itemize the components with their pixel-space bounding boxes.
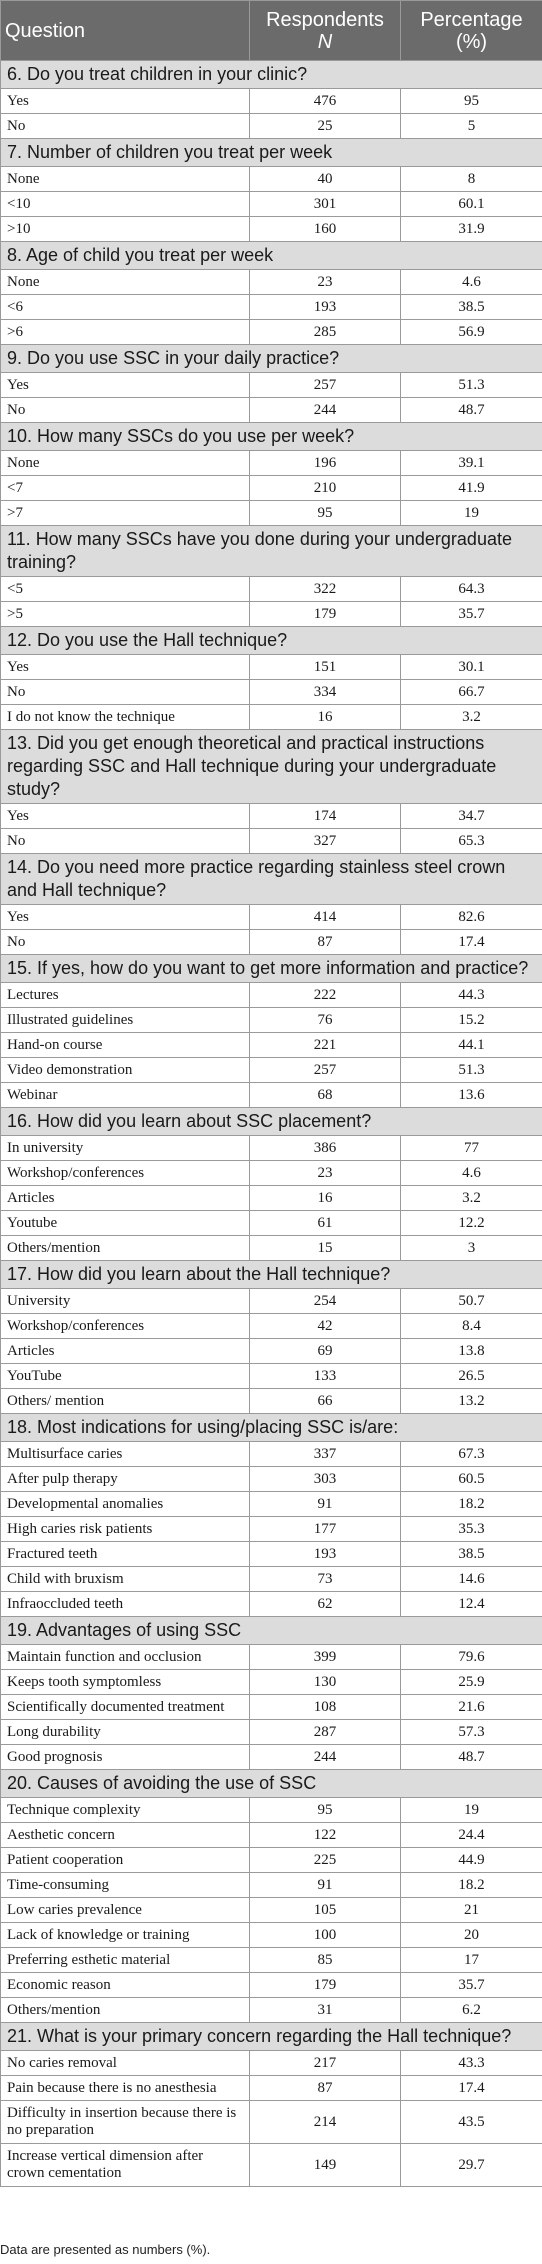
table-row (1, 217, 542, 242)
answer-option-cell: No (1, 829, 250, 854)
percentage-cell: 44.1 (401, 1033, 542, 1058)
respondents-count-cell: 40 (250, 167, 401, 192)
table-row (1, 602, 542, 627)
table-row (1, 1670, 542, 1695)
table-row (1, 167, 542, 192)
respondents-count-cell: 16 (250, 1186, 401, 1211)
percentage-cell: 29.7 (401, 2144, 542, 2187)
answer-option-cell: Multisurface caries (1, 1442, 250, 1467)
percentage-cell: 57.3 (401, 1720, 542, 1745)
percentage-cell: 21.6 (401, 1695, 542, 1720)
answer-option-cell: Lack of knowledge or training (1, 1923, 250, 1948)
percentage-cell: 12.2 (401, 1211, 542, 1236)
section-header-row (1, 61, 542, 89)
section-header-row (1, 423, 542, 451)
table-row (1, 983, 542, 1008)
respondents-count-cell: 15 (250, 1236, 401, 1261)
table-row (1, 1973, 542, 1998)
percentage-cell: 50.7 (401, 1289, 542, 1314)
table-row (1, 1873, 542, 1898)
table-row (1, 1848, 542, 1873)
table-body (1, 61, 542, 2187)
respondents-count-cell: 66 (250, 1389, 401, 1414)
respondents-count-cell: 303 (250, 1467, 401, 1492)
respondents-count-cell: 91 (250, 1492, 401, 1517)
table-row (1, 2144, 542, 2187)
percentage-cell: 64.3 (401, 577, 542, 602)
percentage-cell: 13.6 (401, 1083, 542, 1108)
percentage-cell: 17.4 (401, 2076, 542, 2101)
table-row (1, 1389, 542, 1414)
table-row (1, 1314, 542, 1339)
answer-option-cell: Aesthetic concern (1, 1823, 250, 1848)
answer-option-cell: >5 (1, 602, 250, 627)
answer-option-cell: Keeps tooth symptomless (1, 1670, 250, 1695)
respondents-count-cell: 214 (250, 2101, 401, 2144)
answer-option-cell: Articles (1, 1186, 250, 1211)
table-row (1, 1339, 542, 1364)
answer-option-cell: >10 (1, 217, 250, 242)
answer-option-cell: Developmental anomalies (1, 1492, 250, 1517)
table-row (1, 89, 542, 114)
percentage-cell: 19 (401, 1798, 542, 1823)
table-footnote: Data are presented as numbers (%). (0, 2242, 211, 2257)
respondents-count-cell: 85 (250, 1948, 401, 1973)
answer-option-cell: Workshop/conferences (1, 1314, 250, 1339)
answer-option-cell: Time-consuming (1, 1873, 250, 1898)
section-header-row (1, 854, 542, 905)
respondents-count-cell: 337 (250, 1442, 401, 1467)
table-row (1, 1898, 542, 1923)
percentage-cell: 79.6 (401, 1645, 542, 1670)
percentage-cell: 3 (401, 1236, 542, 1261)
answer-option-cell: High caries risk patients (1, 1517, 250, 1542)
respondents-count-cell: 179 (250, 1973, 401, 1998)
section-header-row (1, 1770, 542, 1798)
section-question-title: 21. What is your primary concern regarding the Hall technique? (1, 2023, 542, 2051)
respondents-count-cell: 244 (250, 398, 401, 423)
section-question-title: 8. Age of child you treat per week (1, 242, 542, 270)
table-header-row (1, 1, 542, 61)
table-row (1, 829, 542, 854)
respondents-count-cell: 16 (250, 705, 401, 730)
respondents-count-cell: 130 (250, 1670, 401, 1695)
percentage-cell: 77 (401, 1136, 542, 1161)
respondents-count-cell: 322 (250, 577, 401, 602)
section-question-title: 6. Do you treat children in your clinic? (1, 61, 542, 89)
answer-option-cell: >6 (1, 320, 250, 345)
respondents-count-cell: 327 (250, 829, 401, 854)
table-row (1, 1211, 542, 1236)
percentage-cell: 35.7 (401, 1973, 542, 1998)
section-question-title: 9. Do you use SSC in your daily practice? (1, 345, 542, 373)
answer-option-cell: Lectures (1, 983, 250, 1008)
respondents-count-cell: 193 (250, 1542, 401, 1567)
section-question-title: 16. How did you learn about SSC placement? (1, 1108, 542, 1136)
respondents-count-cell: 193 (250, 295, 401, 320)
answer-option-cell: Increase vertical dimension after crown cementation (1, 2144, 250, 2187)
answer-option-cell: >7 (1, 501, 250, 526)
answer-option-cell: Others/mention (1, 1998, 250, 2023)
answer-option-cell: No caries removal (1, 2051, 250, 2076)
respondents-count-cell: 301 (250, 192, 401, 217)
section-question-title: 7. Number of children you treat per week (1, 139, 542, 167)
respondents-count-cell: 95 (250, 501, 401, 526)
table-row (1, 680, 542, 705)
table-row (1, 1798, 542, 1823)
answer-option-cell: Workshop/conferences (1, 1161, 250, 1186)
percentage-cell: 38.5 (401, 295, 542, 320)
respondents-count-cell: 287 (250, 1720, 401, 1745)
percentage-cell: 65.3 (401, 829, 542, 854)
table-row (1, 705, 542, 730)
header-question: Question (1, 1, 250, 61)
section-question-title: 11. How many SSCs have you done during your undergraduate training? (1, 526, 542, 577)
answer-option-cell: Others/ mention (1, 1389, 250, 1414)
percentage-cell: 17.4 (401, 930, 542, 955)
respondents-count-cell: 95 (250, 1798, 401, 1823)
percentage-cell: 35.7 (401, 602, 542, 627)
table-row (1, 1442, 542, 1467)
respondents-count-cell: 221 (250, 1033, 401, 1058)
percentage-cell: 6.2 (401, 1998, 542, 2023)
respondents-count-cell: 23 (250, 1161, 401, 1186)
respondents-count-cell: 42 (250, 1314, 401, 1339)
respondents-count-cell: 25 (250, 114, 401, 139)
respondents-count-cell: 73 (250, 1567, 401, 1592)
section-question-title: 10. How many SSCs do you use per week? (1, 423, 542, 451)
table-row (1, 1567, 542, 1592)
percentage-cell: 48.7 (401, 1745, 542, 1770)
table-row (1, 1948, 542, 1973)
answer-option-cell: Yes (1, 804, 250, 829)
section-header-row (1, 2023, 542, 2051)
percentage-cell: 44.3 (401, 983, 542, 1008)
respondents-count-cell: 76 (250, 1008, 401, 1033)
respondents-count-cell: 108 (250, 1695, 401, 1720)
respondents-count-cell: 151 (250, 655, 401, 680)
percentage-cell: 25.9 (401, 1670, 542, 1695)
table-row (1, 1542, 542, 1567)
table-row (1, 905, 542, 930)
answer-option-cell: Good prognosis (1, 1745, 250, 1770)
respondents-count-cell: 225 (250, 1848, 401, 1873)
section-header-row (1, 730, 542, 804)
percentage-cell: 34.7 (401, 804, 542, 829)
answer-option-cell: Yes (1, 89, 250, 114)
percentage-cell: 66.7 (401, 680, 542, 705)
table-row (1, 2051, 542, 2076)
section-header-row (1, 345, 542, 373)
respondents-count-cell: 87 (250, 2076, 401, 2101)
percentage-cell: 51.3 (401, 1058, 542, 1083)
percentage-cell: 24.4 (401, 1823, 542, 1848)
section-header-row (1, 139, 542, 167)
table-row (1, 1517, 542, 1542)
percentage-cell: 43.5 (401, 2101, 542, 2144)
section-header-row (1, 1108, 542, 1136)
respondents-count-cell: 285 (250, 320, 401, 345)
respondents-count-cell: 399 (250, 1645, 401, 1670)
answer-option-cell: None (1, 167, 250, 192)
answer-option-cell: Illustrated guidelines (1, 1008, 250, 1033)
respondents-count-cell: 69 (250, 1339, 401, 1364)
table-row (1, 1492, 542, 1517)
answer-option-cell: Youtube (1, 1211, 250, 1236)
answer-option-cell: Yes (1, 655, 250, 680)
answer-option-cell: Fractured teeth (1, 1542, 250, 1567)
answer-option-cell: Yes (1, 905, 250, 930)
respondents-count-cell: 68 (250, 1083, 401, 1108)
table-row (1, 114, 542, 139)
answer-option-cell: <10 (1, 192, 250, 217)
table-row (1, 1136, 542, 1161)
table-row (1, 1823, 542, 1848)
answer-option-cell: Yes (1, 373, 250, 398)
table-row (1, 577, 542, 602)
respondents-count-cell: 222 (250, 983, 401, 1008)
answer-option-cell: <5 (1, 577, 250, 602)
percentage-cell: 21 (401, 1898, 542, 1923)
answer-option-cell: Scientifically documented treatment (1, 1695, 250, 1720)
percentage-cell: 95 (401, 89, 542, 114)
percentage-cell: 19 (401, 501, 542, 526)
respondents-count-cell: 23 (250, 270, 401, 295)
answer-option-cell: Pain because there is no anesthesia (1, 2076, 250, 2101)
respondents-count-cell: 334 (250, 680, 401, 705)
table-row (1, 1467, 542, 1492)
percentage-cell: 3.2 (401, 1186, 542, 1211)
section-question-title: 12. Do you use the Hall technique? (1, 627, 542, 655)
percentage-cell: 35.3 (401, 1517, 542, 1542)
respondents-count-cell: 31 (250, 1998, 401, 2023)
table-row (1, 1695, 542, 1720)
header-percentage (401, 1, 542, 61)
percentage-cell: 26.5 (401, 1364, 542, 1389)
answer-option-cell: YouTube (1, 1364, 250, 1389)
table-row (1, 2076, 542, 2101)
table-row (1, 930, 542, 955)
section-question-title: 20. Causes of avoiding the use of SSC (1, 1770, 542, 1798)
answer-option-cell: Low caries prevalence (1, 1898, 250, 1923)
respondents-count-cell: 122 (250, 1823, 401, 1848)
percentage-cell: 67.3 (401, 1442, 542, 1467)
percentage-cell: 20 (401, 1923, 542, 1948)
answer-option-cell: In university (1, 1136, 250, 1161)
section-question-title: 14. Do you need more practice regarding stainless steel crown and Hall technique? (1, 854, 542, 905)
respondents-count-cell: 386 (250, 1136, 401, 1161)
percentage-cell: 56.9 (401, 320, 542, 345)
table-row (1, 1364, 542, 1389)
table-row (1, 1289, 542, 1314)
answer-option-cell: Infraoccluded teeth (1, 1592, 250, 1617)
percentage-cell: 17 (401, 1948, 542, 1973)
answer-option-cell: Difficulty in insertion because there is no preparation (1, 2101, 250, 2144)
table-row (1, 1745, 542, 1770)
header-percentage-unit: (%) (455, 30, 488, 53)
answer-option-cell: I do not know the technique (1, 705, 250, 730)
table-row (1, 295, 542, 320)
respondents-count-cell: 257 (250, 373, 401, 398)
percentage-cell: 41.9 (401, 476, 542, 501)
answer-option-cell: Hand-on course (1, 1033, 250, 1058)
table-row (1, 1236, 542, 1261)
respondents-count-cell: 62 (250, 1592, 401, 1617)
percentage-cell: 4.6 (401, 270, 542, 295)
percentage-cell: 30.1 (401, 655, 542, 680)
percentage-cell: 18.2 (401, 1873, 542, 1898)
section-header-row (1, 1617, 542, 1645)
answer-option-cell: Maintain function and occlusion (1, 1645, 250, 1670)
table-row (1, 1720, 542, 1745)
section-header-row (1, 1414, 542, 1442)
respondents-count-cell: 91 (250, 1873, 401, 1898)
percentage-cell: 60.5 (401, 1467, 542, 1492)
respondents-count-cell: 476 (250, 89, 401, 114)
percentage-cell: 12.4 (401, 1592, 542, 1617)
answer-option-cell: No (1, 398, 250, 423)
respondents-count-cell: 100 (250, 1923, 401, 1948)
percentage-cell: 82.6 (401, 905, 542, 930)
percentage-cell: 39.1 (401, 451, 542, 476)
answer-option-cell: After pulp therapy (1, 1467, 250, 1492)
percentage-cell: 60.1 (401, 192, 542, 217)
respondents-count-cell: 61 (250, 1211, 401, 1236)
respondents-count-cell: 160 (250, 217, 401, 242)
table-row (1, 373, 542, 398)
table-row (1, 192, 542, 217)
section-question-title: 18. Most indications for using/placing SSC is/are: (1, 1414, 542, 1442)
percentage-cell: 51.3 (401, 373, 542, 398)
section-question-title: 17. How did you learn about the Hall technique? (1, 1261, 542, 1289)
respondents-count-cell: 257 (250, 1058, 401, 1083)
table-row (1, 320, 542, 345)
header-respondents-unit: N (317, 30, 333, 53)
answer-option-cell: Preferring esthetic material (1, 1948, 250, 1973)
percentage-cell: 8.4 (401, 1314, 542, 1339)
table-row (1, 1998, 542, 2023)
table-row (1, 476, 542, 501)
answer-option-cell: University (1, 1289, 250, 1314)
table-row (1, 655, 542, 680)
answer-option-cell: Articles (1, 1339, 250, 1364)
percentage-cell: 38.5 (401, 1542, 542, 1567)
percentage-cell: 44.9 (401, 1848, 542, 1873)
answer-option-cell: Economic reason (1, 1973, 250, 1998)
table-row (1, 1645, 542, 1670)
table-row (1, 501, 542, 526)
percentage-cell: 18.2 (401, 1492, 542, 1517)
answer-option-cell: <7 (1, 476, 250, 501)
table-row (1, 1923, 542, 1948)
section-header-row (1, 242, 542, 270)
respondents-count-cell: 133 (250, 1364, 401, 1389)
table-row (1, 1083, 542, 1108)
respondents-count-cell: 217 (250, 2051, 401, 2076)
section-question-title: 19. Advantages of using SSC (1, 1617, 542, 1645)
answer-option-cell: No (1, 114, 250, 139)
percentage-cell: 3.2 (401, 705, 542, 730)
answer-option-cell: None (1, 270, 250, 295)
header-respondents-label: Respondents (266, 8, 384, 31)
table-row (1, 1058, 542, 1083)
table-row (1, 2101, 542, 2144)
section-header-row (1, 627, 542, 655)
percentage-cell: 4.6 (401, 1161, 542, 1186)
section-header-row (1, 955, 542, 983)
section-question-title: 13. Did you get enough theoretical and practical instructions regarding SSC and Hall technique during your undergraduate study? (1, 730, 542, 804)
table-row (1, 804, 542, 829)
percentage-cell: 14.6 (401, 1567, 542, 1592)
respondents-count-cell: 105 (250, 1898, 401, 1923)
answer-option-cell: Patient cooperation (1, 1848, 250, 1873)
respondents-count-cell: 174 (250, 804, 401, 829)
answer-option-cell: Technique complexity (1, 1798, 250, 1823)
respondents-count-cell: 179 (250, 602, 401, 627)
answer-option-cell: Others/mention (1, 1236, 250, 1261)
header-respondents (250, 1, 401, 61)
answer-option-cell: <6 (1, 295, 250, 320)
header-percentage-label: Percentage (420, 8, 523, 31)
percentage-cell: 48.7 (401, 398, 542, 423)
table-row (1, 270, 542, 295)
respondents-count-cell: 177 (250, 1517, 401, 1542)
percentage-cell: 43.3 (401, 2051, 542, 2076)
answer-option-cell: No (1, 930, 250, 955)
percentage-cell: 8 (401, 167, 542, 192)
respondents-count-cell: 244 (250, 1745, 401, 1770)
respondents-count-cell: 414 (250, 905, 401, 930)
table-row (1, 1008, 542, 1033)
percentage-cell: 31.9 (401, 217, 542, 242)
percentage-cell: 15.2 (401, 1008, 542, 1033)
table-row (1, 1186, 542, 1211)
answer-option-cell: Webinar (1, 1083, 250, 1108)
percentage-cell: 13.2 (401, 1389, 542, 1414)
respondents-count-cell: 196 (250, 451, 401, 476)
table-row (1, 451, 542, 476)
answer-option-cell: Child with bruxism (1, 1567, 250, 1592)
respondents-count-cell: 254 (250, 1289, 401, 1314)
section-header-row (1, 1261, 542, 1289)
table-row (1, 1592, 542, 1617)
answer-option-cell: No (1, 680, 250, 705)
respondents-count-cell: 87 (250, 930, 401, 955)
answer-option-cell: Video demonstration (1, 1058, 250, 1083)
table-row (1, 398, 542, 423)
table-row (1, 1033, 542, 1058)
respondents-count-cell: 210 (250, 476, 401, 501)
section-question-title: 15. If yes, how do you want to get more information and practice? (1, 955, 542, 983)
answer-option-cell: None (1, 451, 250, 476)
answer-option-cell: Long durability (1, 1720, 250, 1745)
respondents-count-cell: 149 (250, 2144, 401, 2187)
table-row (1, 1161, 542, 1186)
section-header-row (1, 526, 542, 577)
percentage-cell: 13.8 (401, 1339, 542, 1364)
percentage-cell: 5 (401, 114, 542, 139)
